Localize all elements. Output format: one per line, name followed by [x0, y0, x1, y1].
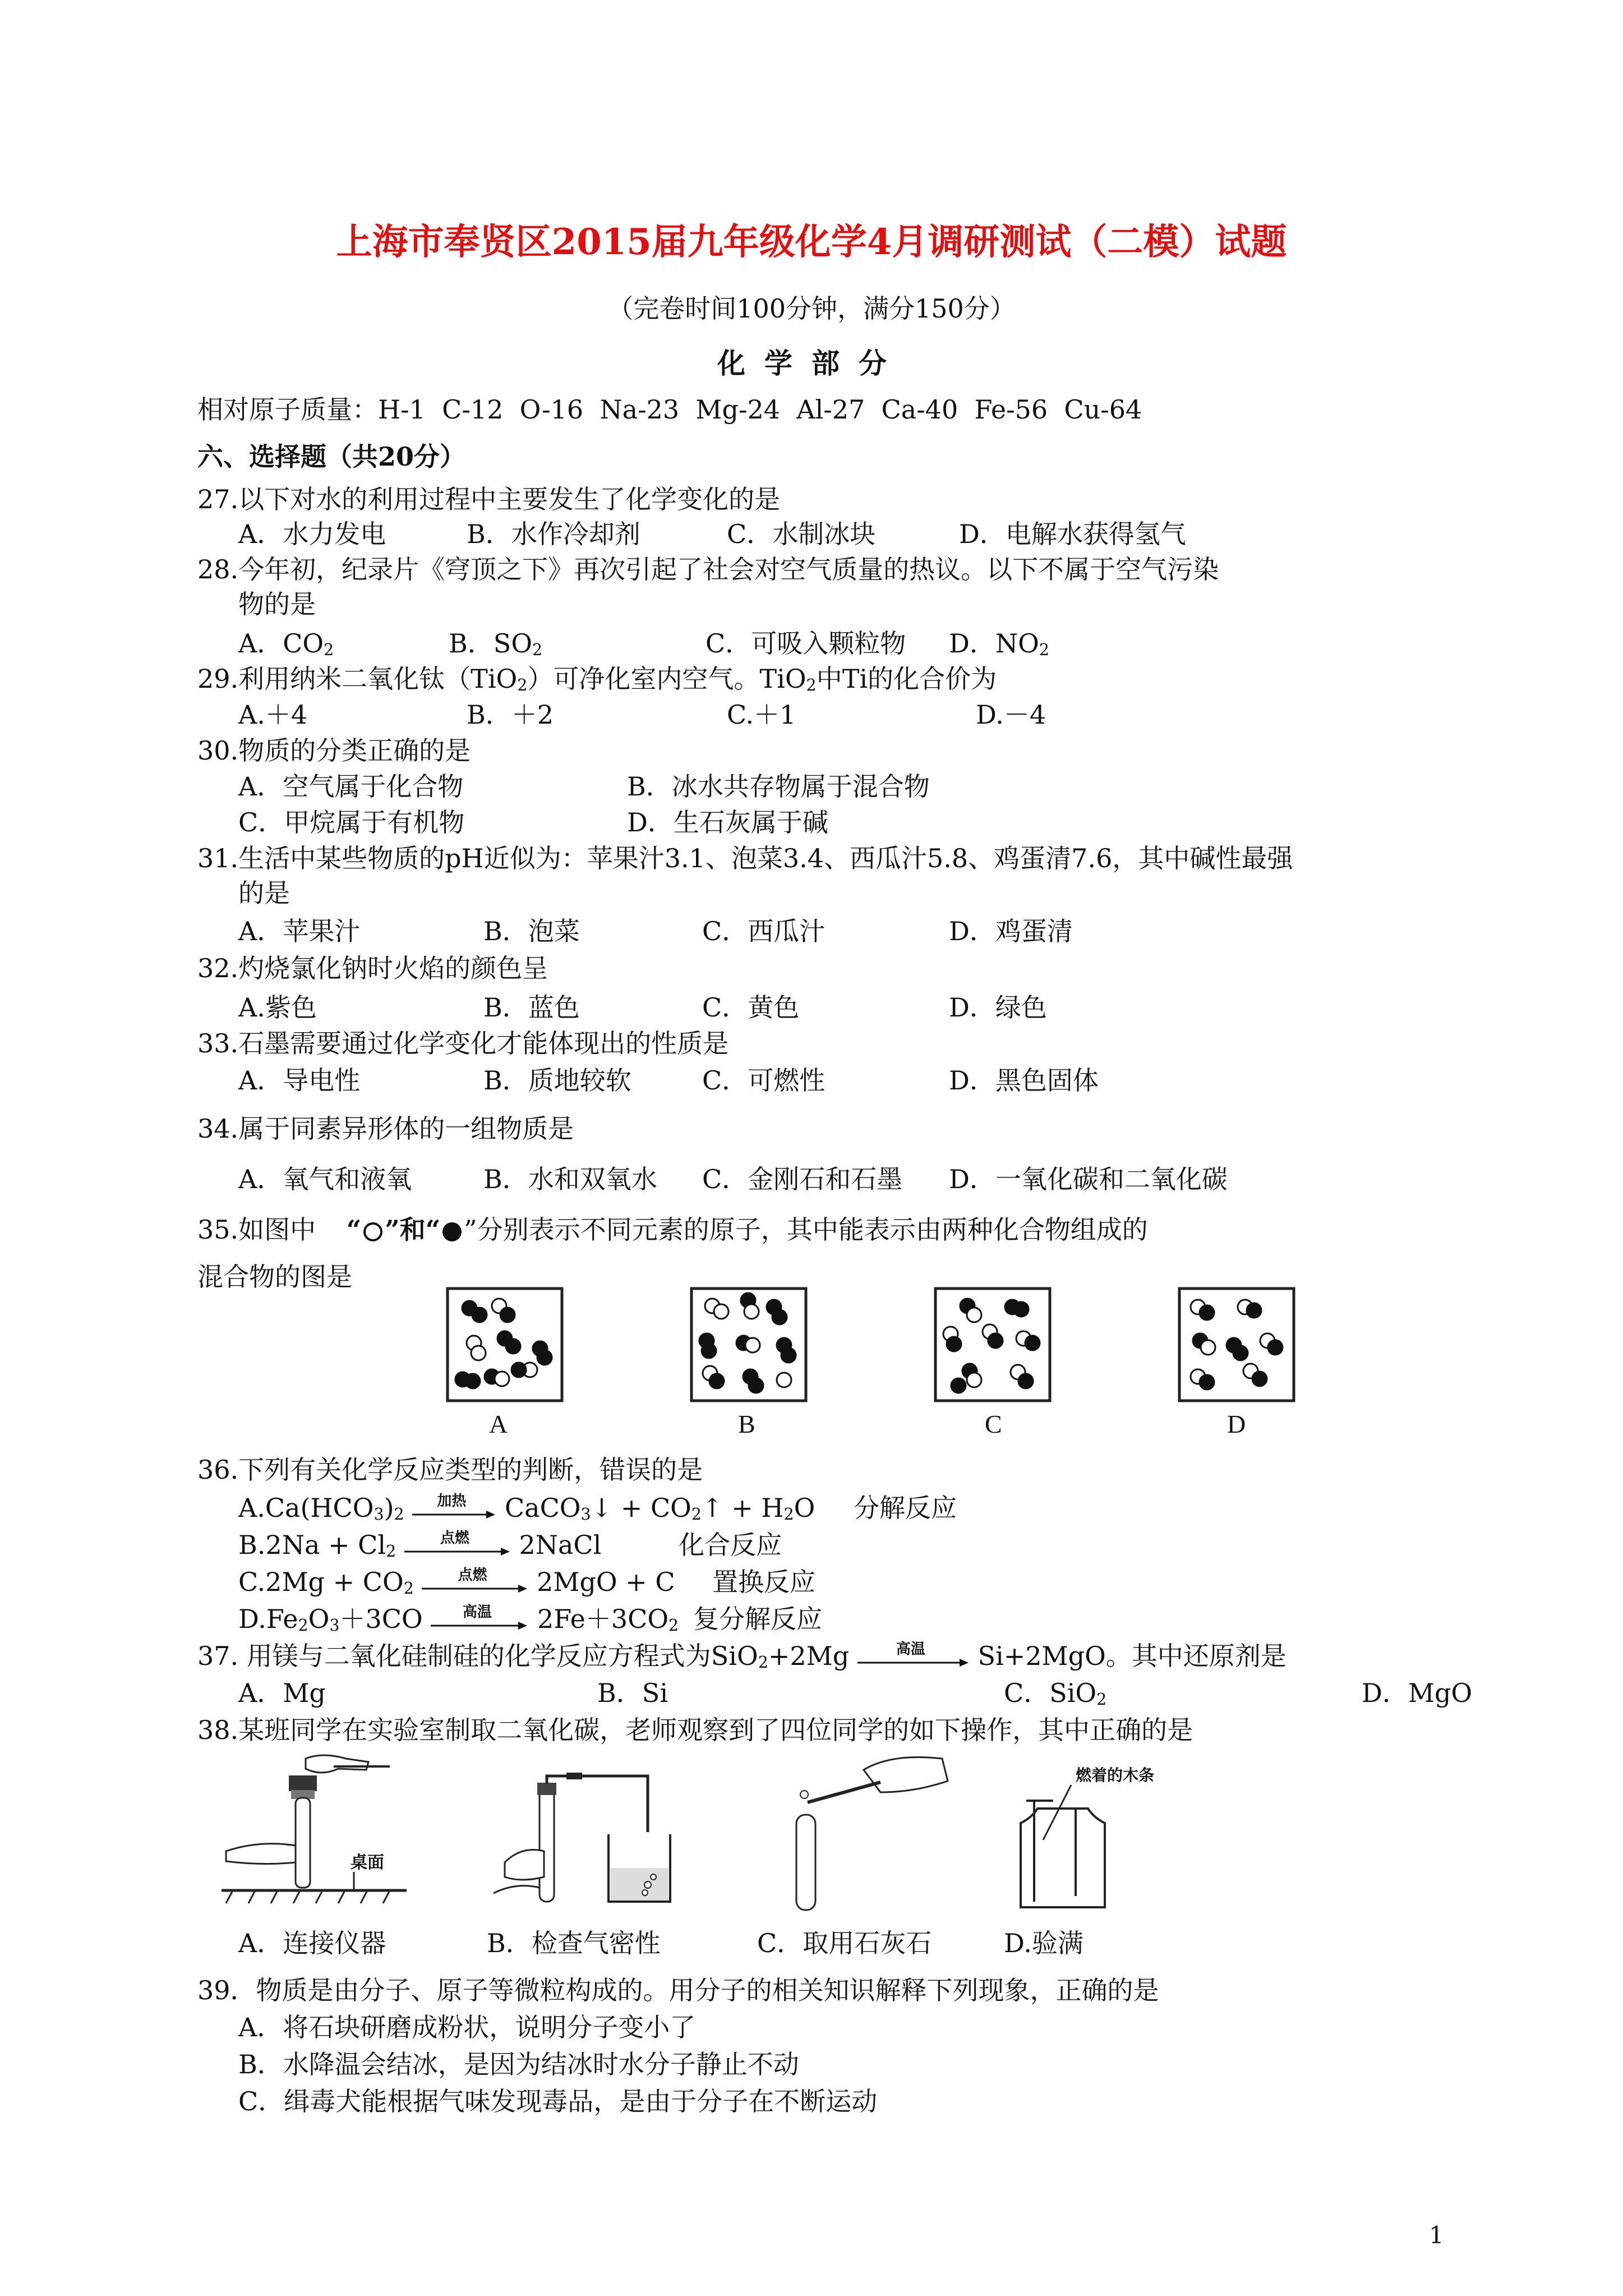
- q28-option-a: A．$CO_2$: [238, 628, 334, 660]
- q38-option-d: D.验满: [1004, 1928, 1083, 1958]
- q38-stem: 38.某班同学在实验室制取二氧化碳，老师观察到了四位同学的如下操作，其中正确的是: [197, 1715, 1193, 1745]
- part-heading: 化学部分: [717, 347, 906, 380]
- q38-figure-a: [222, 1753, 407, 1910]
- q35-figure-b: [690, 1287, 808, 1402]
- q39-option-a: A．将石块研磨成粉状，说明分子变小了: [238, 2012, 696, 2042]
- q28-stem-line2: 物的是: [238, 589, 316, 619]
- q35-figure-a: [446, 1287, 564, 1402]
- q39-option-b: B．水降温会结冰，是因为结冰时水分子静止不动: [238, 2049, 799, 2079]
- reaction-arrow: 高温: [857, 1647, 970, 1669]
- q38-figure-c: [780, 1753, 959, 1916]
- q35-label-d: D: [1227, 1410, 1246, 1438]
- q36-option-c-type: 置换反应: [712, 1567, 815, 1597]
- q31-stem-line2: 的是: [238, 878, 290, 908]
- q38-figure-d-text: 燃着的木条: [1076, 1766, 1155, 1784]
- q35-figure-c: [934, 1287, 1052, 1402]
- atomic-mass-line: 相对原子质量：H-1 C-12 O-16 Na-23 Mg-24 Al-27 Ca-40 Fe-56 Cu-64: [197, 394, 1142, 425]
- q34-stem: 34.属于同素异形体的一组物质是: [197, 1114, 574, 1144]
- q35-figure-d: [1178, 1287, 1295, 1402]
- q38-option-c: C．取用石灰石: [757, 1928, 932, 1958]
- q36-option-c: $C.2Mg + CO_2$ 点燃 2MgO + C: [238, 1567, 675, 1598]
- q29-stem: 29.利用纳米二氧化钛（TiO$_2$）可净化室内空气。TiO$_2$中Ti的化合价为: [197, 664, 997, 695]
- q28-option-d: D．$NO_2$: [949, 628, 1049, 660]
- reaction-arrow: 点燃: [404, 1536, 511, 1558]
- q30-stem: 30.物质的分类正确的是: [197, 735, 471, 766]
- q30-option-a: A．空气属于化合物: [238, 771, 464, 802]
- q32-option-b: B．蓝色: [483, 992, 580, 1023]
- q33-option-b: B．质地较软: [483, 1065, 631, 1096]
- q34-option-a: A．氧气和液氧: [238, 1164, 412, 1194]
- q37-stem: 37. 用镁与二氧化硅制硅的化学反应方程式为SiO$_2$+2Mg 高温 Si+2MgO。其中还原剂是: [197, 1641, 1287, 1672]
- q35-label-b: B: [738, 1410, 755, 1438]
- q29-option-d: D.－4: [976, 700, 1046, 730]
- q38-figure-a-text: 桌面: [351, 1853, 384, 1872]
- q38-option-a: A．连接仪器: [238, 1928, 386, 1958]
- q35-stem-line2: 混合物的图是: [197, 1262, 352, 1292]
- page-number: 1: [1429, 2221, 1444, 2249]
- q34-option-b: B．水和双氧水: [483, 1164, 657, 1194]
- q32-option-c: C．黄色: [702, 992, 800, 1023]
- q36-option-b: $B.2Na + Cl_2$ 点燃 2NaCl: [238, 1530, 602, 1561]
- q29-option-c: C.＋1: [727, 700, 796, 730]
- q29-option-b: B．＋2: [467, 700, 554, 730]
- q31-stem-line1: 31.生活中某些物质的pH近似为：苹果汁3.1、泡菜3.4、西瓜汁5.8、鸡蛋清7.6，其中碱性最强: [197, 843, 1293, 873]
- reaction-arrow: 加热: [412, 1499, 496, 1521]
- q30-option-c: C．甲烷属于有机物: [238, 807, 465, 838]
- q36-stem: 36.下列有关化学反应类型的判断，错误的是: [197, 1455, 703, 1485]
- q34-option-d: D．一氧化碳和二氧化碳: [949, 1164, 1228, 1194]
- q30-option-b: B．冰水共存物属于混合物: [627, 771, 930, 802]
- q27-option-d: D．电解水获得氢气: [959, 519, 1186, 549]
- q33-stem: 33.石墨需要通过化学变化才能体现出的性质是: [197, 1028, 729, 1059]
- white-atom-icon: [363, 1222, 382, 1241]
- q27-option-a: A．水力发电: [238, 519, 386, 549]
- q38-option-b: B．检查气密性: [487, 1928, 661, 1958]
- q27-option-c: C．水制冰块: [727, 519, 876, 549]
- q34-option-c: C．金刚石和石墨: [702, 1164, 903, 1194]
- reaction-arrow: 点燃: [422, 1573, 528, 1595]
- q28-option-b: B．$SO_2$: [449, 628, 543, 660]
- q37-option-d: D．MgO: [1362, 1678, 1473, 1708]
- reaction-arrow: 高温: [431, 1610, 529, 1632]
- black-atom-icon: [442, 1222, 462, 1241]
- exam-duration-note: （完卷时间100分钟，满分150分）: [607, 293, 1016, 324]
- page-title: 上海市奉贤区2015届九年级化学4月调研测试（二模）试题: [336, 221, 1287, 263]
- q27-option-b: B．水作冷却剂: [467, 519, 640, 549]
- q39-option-c: C．缉毒犬能根据气味发现毒品，是由于分子在不断运动: [238, 2086, 878, 2116]
- q32-stem: 32.灼烧氯化钠时火焰的颜色呈: [197, 953, 548, 983]
- q33-option-d: D．黑色固体: [949, 1065, 1099, 1096]
- q38-figure-b: [488, 1773, 673, 1913]
- q35-label-a: A: [489, 1410, 508, 1438]
- q27-stem: 27.以下对水的利用过程中主要发生了化学变化的是: [197, 484, 781, 514]
- q32-option-d: D．绿色: [949, 992, 1047, 1023]
- q38-figure-d: [1009, 1761, 1183, 1913]
- q36-option-d-type: 复分解反应: [693, 1604, 822, 1634]
- q35-label-c: C: [985, 1410, 1002, 1438]
- q31-option-a: A．苹果汁: [238, 916, 361, 946]
- q35-stem-line1: 35.如图中 “ ”和“ ”分别表示不同元素的原子，其中能表示由两种化合物组成的: [197, 1214, 1148, 1245]
- q30-option-d: D．生石灰属于碱: [627, 807, 828, 838]
- q36-option-b-type: 化合反应: [679, 1530, 782, 1560]
- q37-option-a: A．Mg: [238, 1678, 326, 1708]
- q31-option-b: B．泡菜: [483, 916, 580, 946]
- q32-option-a: A.紫色: [238, 992, 317, 1023]
- q37-option-b: B．Si: [597, 1678, 668, 1708]
- q28-option-c: C．可吸入颗粒物: [706, 628, 906, 659]
- q37-option-c: C．SiO$_2$: [1004, 1678, 1107, 1709]
- q33-option-c: C．可燃性: [702, 1065, 826, 1096]
- q36-option-a: $A.Ca(HCO_3)_2$ 加热 CaCO$_3$↓ + $CO_2↑ + H_2O$: [238, 1493, 815, 1524]
- q31-option-c: C．西瓜汁: [702, 916, 826, 946]
- q39-stem: 39．物质是由分子、原子等微粒构成的。用分子的相关知识解释下列现象，正确的是: [197, 1975, 1159, 2005]
- q33-option-a: A．导电性: [238, 1065, 361, 1096]
- q31-option-d: D．鸡蛋清: [949, 916, 1073, 946]
- q29-option-a: A.＋4: [238, 700, 308, 730]
- q36-option-a-type: 分解反应: [854, 1493, 957, 1523]
- q28-stem-line1: 28.今年初，纪录片《穹顶之下》再次引起了社会对空气质量的热议。以下不属于空气污染: [197, 554, 1219, 585]
- q36-option-d: $D.Fe_2O_3+3CO$ 高温 $2Fe+3CO_2$: [238, 1604, 679, 1635]
- section-heading: 六、选择题（共20分）: [197, 441, 466, 472]
